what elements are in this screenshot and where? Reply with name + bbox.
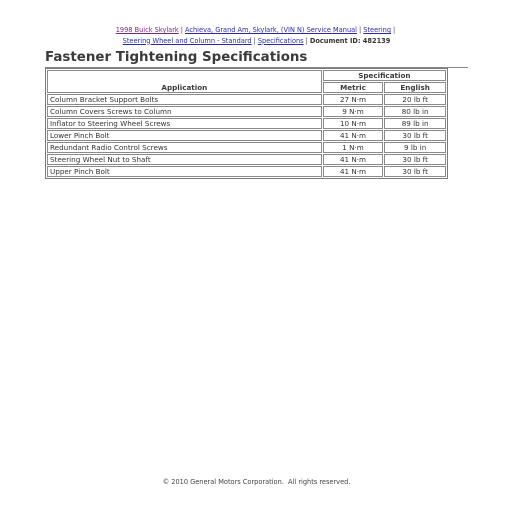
column-header-specification: Specification <box>323 70 446 81</box>
table-row <box>47 142 446 153</box>
application-cell: Steering Wheel Nut to Shaft <box>47 154 322 165</box>
breadcrumb-separator: | <box>305 36 308 45</box>
application-cell: Inflator to Steering Wheel Screws <box>47 118 322 129</box>
english-cell: 20 lb ft <box>384 94 446 105</box>
table-row <box>47 154 446 165</box>
table-row <box>47 130 446 141</box>
breadcrumb-link-steering-wheel-column[interactable]: Steering Wheel and Column - Standard <box>122 36 252 45</box>
application-cell: Redundant Radio Control Screws <box>47 142 322 153</box>
table-header-row <box>47 70 446 81</box>
breadcrumb <box>20 25 493 46</box>
breadcrumb-link-steering[interactable]: Steering <box>363 26 392 34</box>
column-header-metric: Metric <box>323 82 384 93</box>
english-cell: 30 lb ft <box>384 166 446 177</box>
english-cell: 80 lb in <box>384 106 446 117</box>
metric-cell: 27 N·m <box>323 94 384 105</box>
english-cell: 30 lb ft <box>384 154 446 165</box>
application-cell: Column Bracket Support Bolts <box>47 94 322 105</box>
breadcrumb-link-specifications[interactable]: Specifications <box>257 36 304 45</box>
table-row <box>47 106 446 117</box>
english-cell: 30 lb ft <box>384 130 446 141</box>
metric-cell: 41 N·m <box>323 166 384 177</box>
table-row <box>47 118 446 129</box>
fastener-spec-table <box>45 68 448 179</box>
breadcrumb-separator: | <box>180 26 183 34</box>
metric-cell: 41 N·m <box>323 130 384 141</box>
breadcrumb-separator: | <box>253 36 256 45</box>
breadcrumb-link-vehicle[interactable]: 1998 Buick Skylark <box>115 26 179 34</box>
document-id: Document ID: 482139 <box>309 36 391 45</box>
application-cell: Upper Pinch Bolt <box>47 166 322 177</box>
breadcrumb-separator: | <box>393 26 396 34</box>
page-title: Fastener Tightening Specifications <box>45 50 308 65</box>
column-header-application: Application <box>47 70 322 93</box>
metric-cell: 1 N·m <box>323 142 384 153</box>
metric-cell: 10 N·m <box>323 118 384 129</box>
english-cell: 89 lb in <box>384 118 446 129</box>
application-cell: Lower Pinch Bolt <box>47 130 322 141</box>
table-row <box>47 94 446 105</box>
copyright-footer: © 2010 General Motors Corporation. All rights reserved. <box>162 478 351 486</box>
application-cell: Column Covers Screws to Column <box>47 106 322 117</box>
table-row <box>47 166 446 177</box>
metric-cell: 41 N·m <box>323 154 384 165</box>
column-header-english: English <box>384 82 446 93</box>
breadcrumb-line-2 <box>20 36 493 47</box>
breadcrumb-line-1 <box>20 25 493 36</box>
breadcrumb-link-service-manual[interactable]: Achieva, Grand Am, Skylark, (VIN N) Service Manual <box>184 26 358 34</box>
metric-cell: 9 N·m <box>323 106 384 117</box>
breadcrumb-separator: | <box>359 26 362 34</box>
english-cell: 9 lb in <box>384 142 446 153</box>
